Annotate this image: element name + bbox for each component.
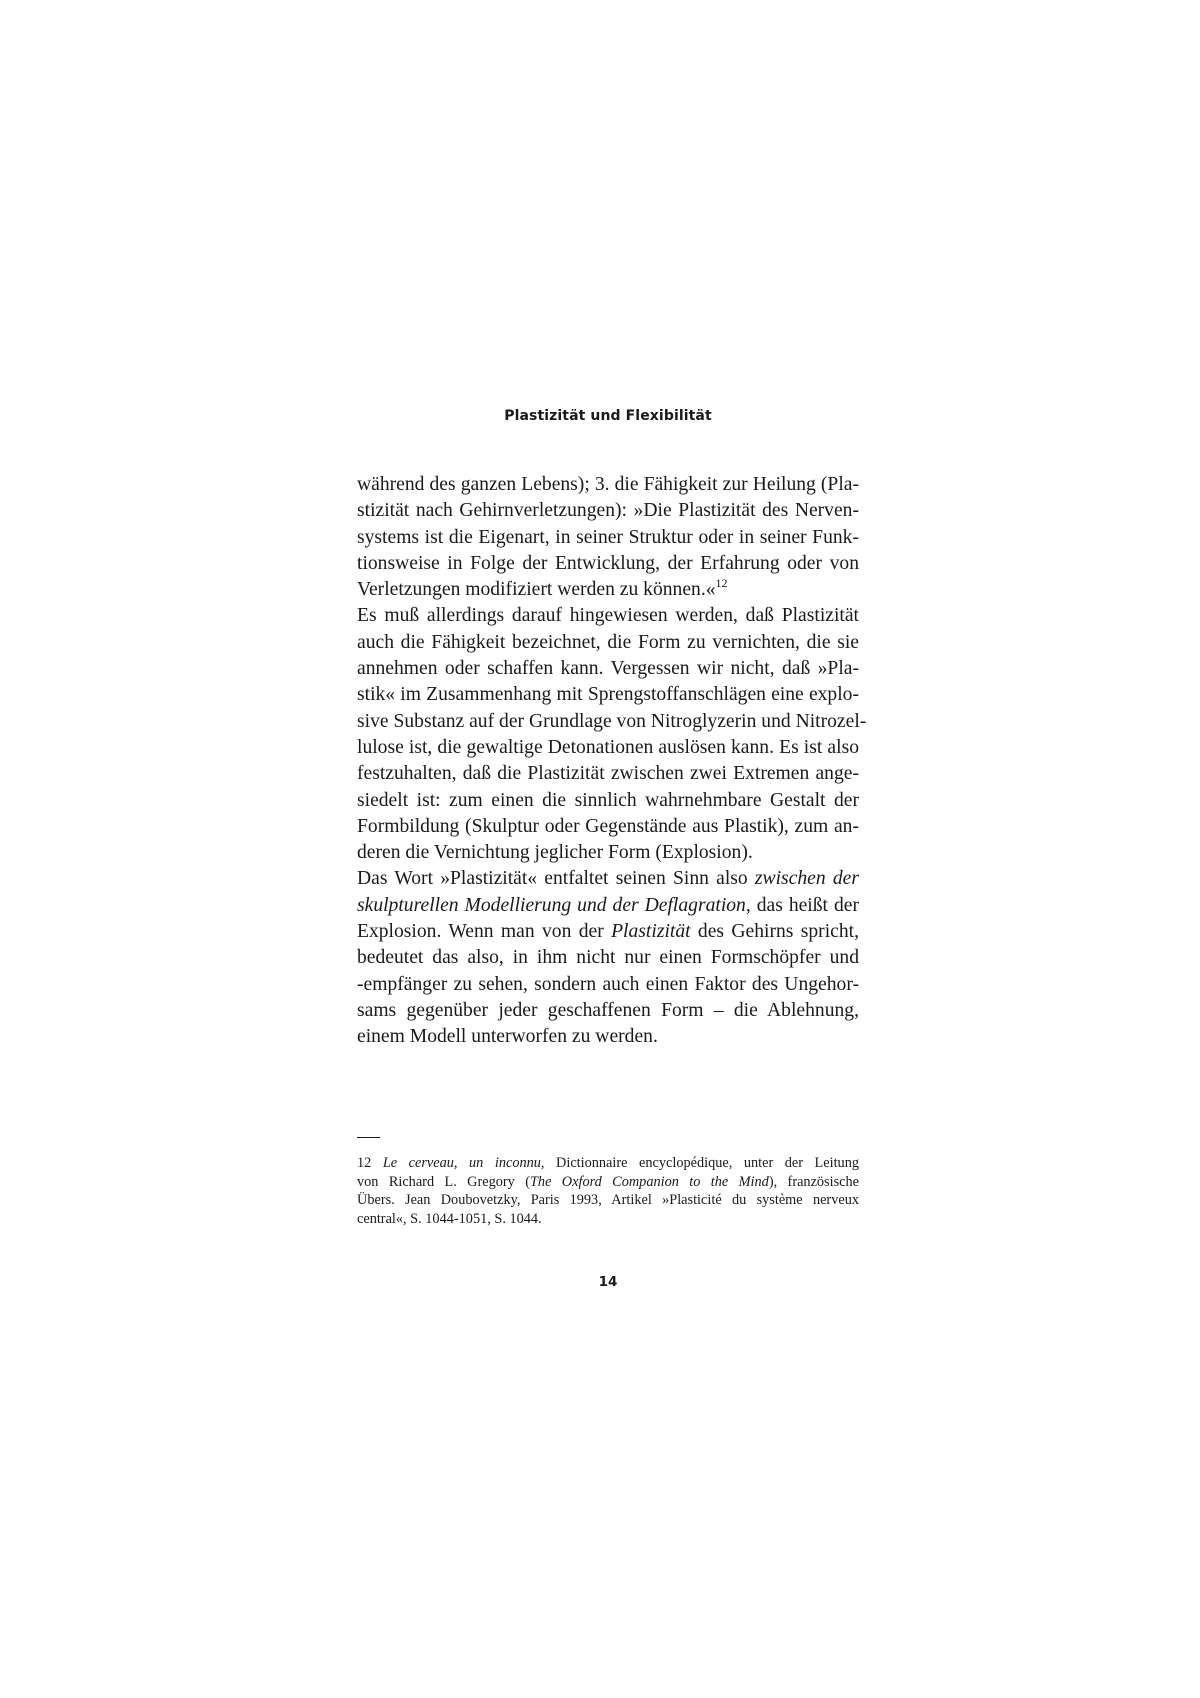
- italic-text: zwischen der: [754, 868, 859, 890]
- body-line: [357, 630, 859, 656]
- text-run: Verletzungen modifiziert werden zu können.«: [357, 579, 716, 601]
- body-line: [357, 866, 859, 892]
- body-line: [357, 682, 859, 708]
- body-line: [357, 972, 859, 998]
- text-run: Das Wort »Plastizität« entfaltet seinen Sinn also: [357, 868, 755, 890]
- text-run: auch die Fähigkeit bezeichnet, die Form zu vernichten, die sie: [357, 631, 859, 653]
- body-text: [357, 472, 867, 1051]
- page-number: 14: [598, 1274, 618, 1290]
- text-run: tionsweise in Folge der Entwicklung, der Erfahrung oder von: [357, 552, 859, 574]
- text-run: Übers. Jean Doubovetzky, Paris 1993, Artikel »Plasticité du système nerveux: [357, 1192, 859, 1209]
- text-run: lulose ist, die gewaltige Detonationen auslösen kann. Es ist also: [357, 736, 859, 758]
- text-run: Formbildung (Skulptur oder Gegenstände aus Plastik), zum an-: [357, 815, 859, 837]
- footnote-line: [357, 1191, 859, 1210]
- text-run: deren die Vernichtung jeglicher Form (Explosion).: [357, 842, 753, 864]
- italic-text: The Oxford Companion to the Mind: [529, 1173, 769, 1190]
- body-line: [357, 472, 859, 498]
- text-run: systems ist die Eigenart, in seiner Struktur oder in seiner Funk-: [357, 526, 859, 548]
- text-run: , Dictionnaire encyclopédique, unter der Leitung: [540, 1155, 860, 1171]
- body-line: [357, 788, 859, 814]
- body-line: [357, 656, 859, 682]
- text-run: einem Modell unterworfen zu werden.: [357, 1026, 658, 1048]
- text-run: sive Substanz auf der Grundlage von Nitroglyzerin und Nitrozel-: [357, 710, 867, 732]
- body-line: [357, 551, 859, 577]
- body-line: [357, 761, 859, 787]
- text-run: festzuhalten, daß die Plastizität zwischen zwei Extremen ange-: [357, 763, 859, 785]
- text-run: annehmen oder schaffen kann. Vergessen wir nicht, daß »Pla-: [357, 658, 859, 680]
- text-run: Es muß allerdings darauf hingewiesen werden, daß Plastizität: [357, 605, 859, 627]
- text-run: stik« im Zusammenhang mit Sprengstoffanschlägen eine explo-: [357, 684, 859, 706]
- body-line: [357, 998, 859, 1024]
- text-run: central«, S. 1044-1051, S. 1044.: [357, 1210, 542, 1227]
- body-line: [357, 577, 859, 603]
- body-line: [357, 945, 859, 971]
- text-run: siedelt ist: zum einen die sinnlich wahrnehmbare Gestalt der: [357, 789, 859, 811]
- text-run: stizität nach Gehirnverletzungen): »Die Plastizität des Nerven-: [357, 500, 859, 522]
- italic-text: skulpturellen Modellierung und der Deflagration: [357, 894, 746, 916]
- footnote-line: [357, 1154, 859, 1173]
- italic-text: Le cerveau, un inconnu: [382, 1155, 541, 1171]
- body-line: [357, 840, 859, 866]
- text-run: des Gehirns spricht,: [690, 921, 859, 943]
- footnote-line: [357, 1210, 859, 1229]
- text-run: sams gegenüber jeder geschaffenen Form – die Ablehnung,: [357, 999, 859, 1021]
- running-head: Plastizität und Flexibilität: [504, 408, 712, 424]
- body-line: [357, 498, 859, 524]
- body-line: [357, 1024, 859, 1050]
- body-line: [357, 603, 859, 629]
- body-line: [357, 893, 859, 919]
- text-run: von Richard L. Gregory (: [357, 1173, 530, 1190]
- text-run: 12: [357, 1155, 383, 1171]
- text-run: , das heißt der: [745, 894, 859, 916]
- footnote-rule: [357, 1137, 380, 1138]
- body-line: [357, 919, 859, 945]
- body-line: [357, 735, 859, 761]
- text-run: Explosion. Wenn man von der: [357, 921, 612, 943]
- body-line: [357, 709, 867, 735]
- body-line: [357, 525, 859, 551]
- footnote-marker: 12: [715, 576, 728, 591]
- text-run: bedeutet das also, in ihm nicht nur einen Formschöpfer und: [357, 947, 859, 969]
- body-line: [357, 814, 859, 840]
- text-run: ), französische: [768, 1173, 860, 1190]
- footnote-line: [357, 1173, 859, 1192]
- footnote: [357, 1154, 859, 1228]
- italic-text: Plastizität: [611, 921, 691, 943]
- text-run: während des ganzen Lebens); 3. die Fähigkeit zur Heilung (Pla-: [357, 474, 859, 495]
- text-run: -empfänger zu sehen, sondern auch einen Faktor des Ungehor-: [357, 973, 859, 995]
